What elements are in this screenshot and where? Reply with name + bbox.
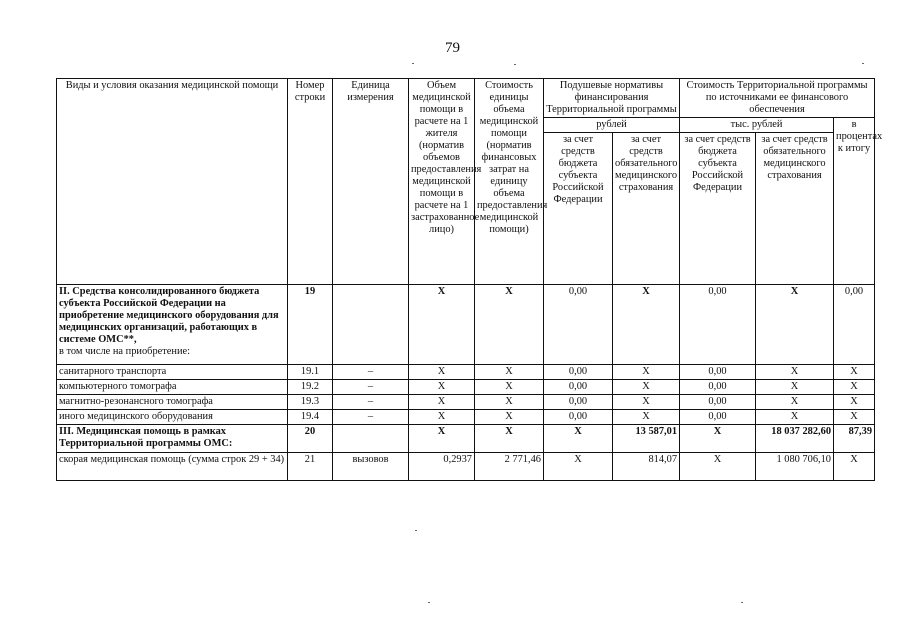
row-number: 20 (288, 425, 333, 453)
row-pc-oms: X (613, 380, 680, 395)
row-cost-budget: 0,00 (680, 380, 756, 395)
row-unit (333, 425, 409, 453)
row-pc-oms: X (613, 365, 680, 380)
header-cost-oms: за счет средств обязательного медицинского страхования (756, 133, 834, 285)
row-number: 19.1 (288, 365, 333, 380)
row-cost-oms: X (756, 380, 834, 395)
row-percent: 0,00 (834, 285, 875, 365)
table-row (57, 410, 875, 425)
row-pc-budget: 0,00 (544, 285, 613, 365)
row-unit-cost: X (475, 410, 544, 425)
row-number: 19 (288, 285, 333, 365)
row-cost-budget: 0,00 (680, 285, 756, 365)
row-name: скорая медицинская помощь (сумма строк 29 + 34) (57, 453, 288, 481)
row-volume: X (409, 425, 475, 453)
row-number: 19.2 (288, 380, 333, 395)
row-volume: X (409, 410, 475, 425)
header-percent: в процентах к итогу (834, 118, 875, 285)
header-unit-cost: Стоимость единицы объема медицинской помощи (норматив финансовых затрат на единицу объема предоставления медицинской помощи) (475, 79, 544, 285)
row-pc-oms: X (613, 395, 680, 410)
row-unit-cost: X (475, 425, 544, 453)
row-cost-budget: X (680, 453, 756, 481)
table-row (57, 380, 875, 395)
row-percent: X (834, 395, 875, 410)
row-unit-cost: X (475, 395, 544, 410)
header-unit: Единица измерения (333, 79, 409, 285)
row-unit: – (333, 365, 409, 380)
row-name: компьютерного томографа (57, 380, 288, 395)
header-thousand-rubles: тыс. рублей (680, 118, 834, 133)
row-percent: 87,39 (834, 425, 875, 453)
header-per-capita-group: Подушевые нормативы финансирования Территориальной программы (544, 79, 680, 118)
row-pc-budget: 0,00 (544, 395, 613, 410)
row-pc-budget: 0,00 (544, 380, 613, 395)
row-unit-cost: X (475, 285, 544, 365)
row-percent: X (834, 453, 875, 481)
row-unit: – (333, 410, 409, 425)
header-pc-budget: за счет средств бюджета субъекта Российской Федерации (544, 133, 613, 285)
row-percent: X (834, 365, 875, 380)
row-number: 19.4 (288, 410, 333, 425)
header-row-1 (57, 79, 875, 118)
row-unit-cost: X (475, 380, 544, 395)
row-pc-oms: X (613, 410, 680, 425)
row-cost-budget: X (680, 425, 756, 453)
scan-speck (514, 64, 516, 65)
row-pc-budget: 0,00 (544, 365, 613, 380)
table-row (57, 365, 875, 380)
row-cost-oms: 18 037 282,60 (756, 425, 834, 453)
header-row-number: Номер строки (288, 79, 333, 285)
row-volume: X (409, 365, 475, 380)
row-cost-oms: X (756, 410, 834, 425)
row-number: 21 (288, 453, 333, 481)
header-pc-oms: за счет средств обязательного медицинского страхования (613, 133, 680, 285)
row-pc-oms: X (613, 285, 680, 365)
row-unit: – (333, 380, 409, 395)
row-unit-cost: X (475, 365, 544, 380)
scan-speck (428, 602, 430, 603)
row-cost-budget: 0,00 (680, 410, 756, 425)
header-cost-budget: за счет средств бюджета субъекта Российской Федерации (680, 133, 756, 285)
row-unit-cost: 2 771,46 (475, 453, 544, 481)
header-services: Виды и условия оказания медицинской помощи (57, 79, 288, 285)
page-number: 79 (445, 40, 460, 56)
scan-speck (415, 530, 417, 531)
row-cost-budget: 0,00 (680, 365, 756, 380)
row-name: иного медицинского оборудования (57, 410, 288, 425)
row-percent: X (834, 410, 875, 425)
row-percent: X (834, 380, 875, 395)
row-cost-oms: 1 080 706,10 (756, 453, 834, 481)
row-cost-oms: X (756, 285, 834, 365)
header-rubles: рублей (544, 118, 680, 133)
row-volume: X (409, 395, 475, 410)
table-row (57, 425, 875, 453)
row-name: III. Медицинская помощь в рамках Территориальной программы ОМС: (57, 425, 288, 453)
row-unit (333, 285, 409, 365)
row-pc-oms: 814,07 (613, 453, 680, 481)
header-volume: Объем медицинской помощи в расчете на 1 жителя (норматив объемов предоставления медицинской помощи в расчете на 1 застрахованное лицо) (409, 79, 475, 285)
row-cost-oms: X (756, 395, 834, 410)
row-cost-oms: X (756, 365, 834, 380)
scan-speck (741, 602, 743, 603)
row-unit: – (333, 395, 409, 410)
table-row (57, 453, 875, 481)
row-pc-budget: 0,00 (544, 410, 613, 425)
scan-speck (412, 63, 414, 64)
header-cost-group: Стоимость Территориальной программы по источниками ее финансового обеспечения (680, 79, 875, 118)
row-pc-oms: 13 587,01 (613, 425, 680, 453)
table-row (57, 395, 875, 410)
row-name-extra: в том числе на приобретение: (59, 346, 191, 357)
territorial-program-table (56, 78, 883, 481)
row-name (57, 285, 288, 365)
row-name: магнитно-резонансного томографа (57, 395, 288, 410)
row-pc-budget: X (544, 453, 613, 481)
row-name-main: II. Средства консолидированного бюджета субъекта Российской Федерации на приобретение медицинского оборудования для медицинских организаций, работающих в системе ОМС**, (59, 286, 279, 345)
row-volume: X (409, 285, 475, 365)
table-row (57, 285, 875, 365)
scan-speck (862, 63, 864, 64)
row-cost-budget: 0,00 (680, 395, 756, 410)
row-number: 19.3 (288, 395, 333, 410)
row-unit: вызовов (333, 453, 409, 481)
row-name: санитарного транспорта (57, 365, 288, 380)
row-pc-budget: X (544, 425, 613, 453)
row-volume: 0,2937 (409, 453, 475, 481)
row-volume: X (409, 380, 475, 395)
